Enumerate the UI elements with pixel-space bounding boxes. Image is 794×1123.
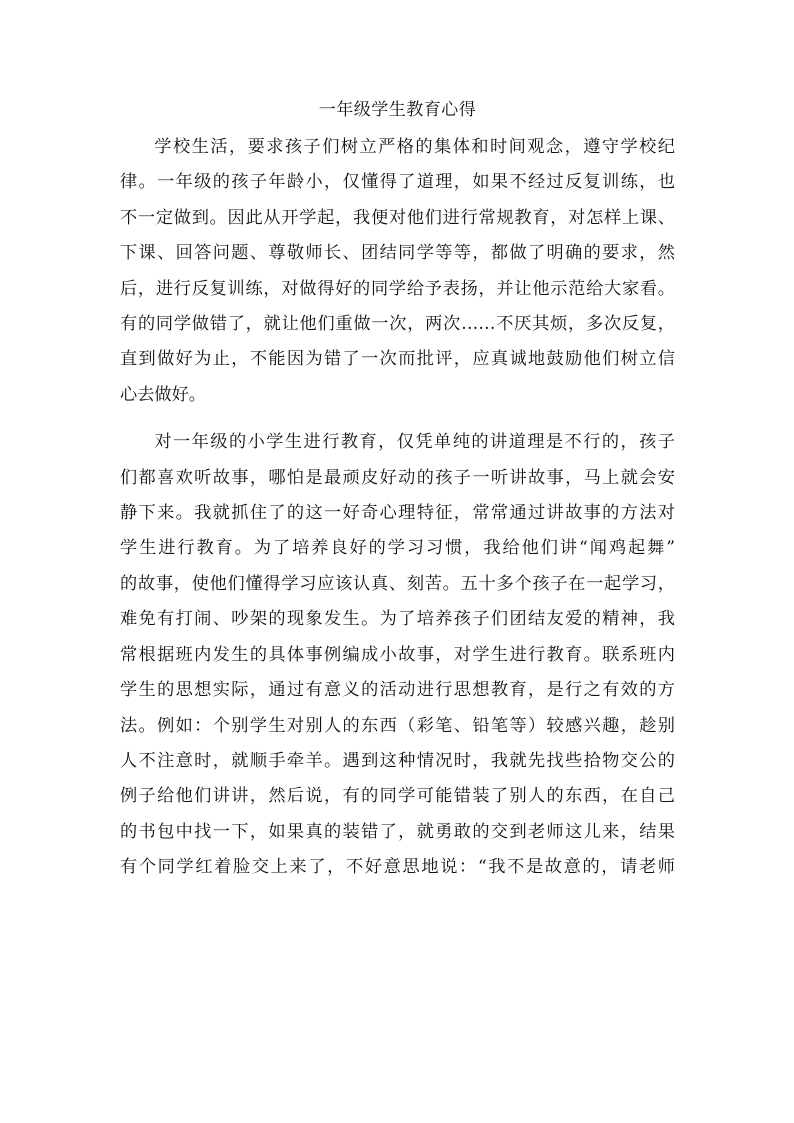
paragraph-line: 对一年级的小学生进行教育，仅凭单纯的讲道理是不行的，孩子 (154, 432, 675, 453)
paragraph-line: 有的同学做错了，就让他们重做一次，两次……不厌其烦，多次反复， (120, 314, 675, 335)
paragraph-line: 人不注意时，就顺手牵羊。遇到这种情况时，我就先找些拾物交公的 (120, 750, 675, 771)
paragraph-line: 有个同学红着脸交上来了，不好意思地说：“我不是故意的，请老师 (120, 857, 675, 878)
paragraph-line: 们都喜欢听故事，哪怕是最顽皮好动的孩子一听讲故事，马上就会安 (120, 467, 675, 488)
paragraph-line: 的书包中找一下，如果真的装错了，就勇敢的交到老师这儿来，结果 (120, 821, 675, 842)
paragraph-line: 学生的思想实际，通过有意义的活动进行思想教育，是行之有效的方 (120, 680, 675, 701)
paragraph-line: 下课、回答问题、尊敬师长、团结同学等等，都做了明确的要求，然 (120, 243, 675, 264)
document-title: 一年级学生教育心得 (318, 100, 477, 120)
paragraph-line: 心去做好。 (120, 384, 206, 405)
paragraph-line: 直到做好为止，不能因为错了一次而批评，应真诚地鼓励他们树立信 (120, 349, 675, 370)
paragraph-line: 静下来。我就抓住了的这一好奇心理特征，常常通过讲故事的方法对 (120, 503, 675, 524)
paragraph-2 (120, 425, 675, 885)
paragraph-line: 学生进行教育。为了培养良好的学习习惯，我给他们讲“闻鸡起舞” (120, 538, 675, 559)
document-page (120, 96, 675, 886)
paragraph-line: 常根据班内发生的具体事例编成小故事，对学生进行教育。联系班内 (120, 644, 675, 665)
paragraph-line: 不一定做到。因此从开学起，我便对他们进行常规教育，对怎样上课、 (120, 207, 675, 228)
paragraph-1 (120, 130, 675, 413)
paragraph-line: 学校生活，要求孩子们树立严格的集体和时间观念，遵守学校纪 (154, 137, 675, 157)
paragraph-line: 后，进行反复训练，对做得好的同学给予表扬，并让他示范给大家看。 (120, 278, 675, 299)
paragraph-line: 的故事，使他们懂得学习应该认真、刻苦。五十多个孩子在一起学习， (120, 573, 675, 594)
paragraph-line: 例子给他们讲讲，然后说，有的同学可能错装了别人的东西，在自己 (120, 786, 675, 807)
paragraph-line: 难免有打闹、吵架的现象发生。为了培养孩子们团结友爱的精神，我 (120, 609, 675, 630)
paragraph-line: 律。一年级的孩子年龄小，仅懂得了道理，如果不经过反复训练，也 (120, 172, 675, 193)
paragraph-line: 法。例如：个别学生对别人的东西（彩笔、铅笔等）较感兴趣，趁别 (120, 715, 675, 736)
